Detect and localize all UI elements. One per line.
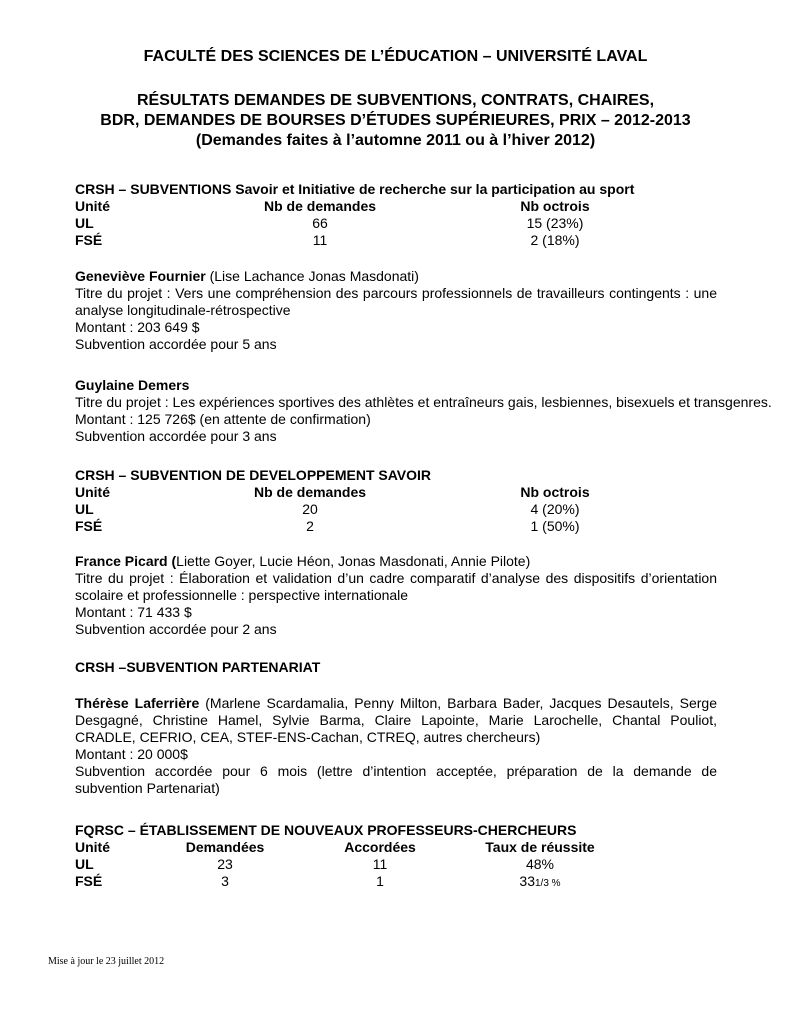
table-row [75, 501, 717, 518]
lead-researcher: Guylaine Demers [75, 377, 190, 393]
amount: Montant : 203 649 $ [75, 319, 200, 335]
amount: Montant : 20 000$ [75, 746, 188, 762]
table-header [75, 198, 717, 215]
row-demandees: 23 [217, 856, 233, 872]
report-title-line1: RÉSULTATS DEMANDES DE SUBVENTIONS, CONTRATS, CHAIRES, [136, 92, 655, 109]
section-fqrsc [75, 822, 717, 890]
table-row [75, 518, 717, 535]
amount: Montant : 125 726$ (en attente de confirmation) [75, 411, 371, 427]
lead-researcher: Thérèse Laferrière [75, 695, 200, 711]
col-taux: Taux de réussite [485, 839, 595, 855]
grant-entry-laferriere [75, 695, 717, 797]
col-demandes: Nb de demandes [253, 484, 367, 500]
section-heading: FQRSC – ÉTABLISSEMENT DE NOUVEAUX PROFESSEURS-CHERCHEURS [75, 822, 577, 838]
taux-value: 48% [525, 856, 555, 872]
grant-entry-fournier [75, 268, 717, 353]
duration: Subvention accordée pour 3 ans [75, 428, 277, 444]
researchers [75, 695, 717, 746]
duration: Subvention accordée pour 5 ans [75, 336, 277, 352]
col-octrois: Nb octrois [520, 484, 590, 500]
row-demandes: 11 [312, 232, 328, 248]
section-heading: CRSH – SUBVENTIONS Savoir et Initiative de recherche sur la participation au sport [75, 181, 635, 197]
row-octrois: 15 (23%) [526, 215, 584, 231]
researchers [75, 268, 717, 285]
grant-entry-demers [75, 377, 772, 445]
row-unit: FSÉ [75, 518, 103, 534]
row-unit: UL [75, 856, 94, 872]
duration: Subvention accordée pour 2 ans [75, 621, 277, 637]
section-heading: CRSH –SUBVENTION PARTENARIAT [75, 659, 321, 675]
project-title: Titre du projet : Élaboration et validation d’un cadre comparatif d’analyse des dispositifs d’orientation scolaire et professionnelle : perspective internationale [75, 570, 717, 603]
table-row [75, 232, 717, 249]
row-accordees: 11 [372, 856, 388, 872]
row-demandes: 2 [306, 518, 314, 534]
researchers [75, 553, 717, 570]
col-unite: Unité [75, 484, 110, 500]
row-unit: FSÉ [75, 232, 103, 248]
row-unit: FSÉ [75, 873, 103, 889]
co-researchers: Liette Goyer, Lucie Héon, Jonas Masdonati, Annie Pilote) [176, 553, 531, 569]
row-unit: UL [75, 501, 94, 517]
table-header [75, 839, 717, 856]
taux-value: 33 [519, 873, 535, 889]
col-unite: Unité [75, 198, 110, 214]
report-subtitle: (Demandes faites à l’automne 2011 ou à l’hiver 2012) [195, 132, 596, 149]
faculty-title: FACULTÉ DES SCIENCES DE L’ÉDUCATION – UNIVERSITÉ LAVAL [143, 48, 648, 65]
table-row [75, 215, 717, 232]
taux-fraction: 1/3 % [535, 878, 561, 889]
col-demandes: Nb de demandes [263, 198, 377, 214]
section-heading: CRSH – SUBVENTION DE DEVELOPPEMENT SAVOIR [75, 467, 432, 483]
row-octrois: 1 (50%) [530, 518, 580, 534]
col-octrois: Nb octrois [520, 198, 590, 214]
co-researchers: (Marlene Scardamalia, Penny Milton, Barbara Bader, Jacques Desautels, Serge Desgagné, Christine Hamel, Sylvie Barma, Claire Lapointe, Marie Larochelle, Chantal Pouliot, CRADLE, CEFRIO, CEA, STEF-ENS-Cachan, CTREQ, autres chercheurs) [75, 695, 717, 745]
update-date: Mise à jour le 23 juillet 2012 [48, 956, 165, 967]
lead-researcher: Geneviève Fournier [75, 268, 206, 284]
table-row [75, 856, 717, 873]
row-taux [470, 873, 610, 892]
row-demandes: 20 [302, 501, 318, 517]
lead-researcher: France Picard ( [75, 553, 177, 569]
col-accordees: Accordées [344, 839, 416, 855]
table-header [75, 484, 717, 501]
project-title: Titre du projet : Vers une compréhension des parcours professionnels de travailleurs contingents : une analyse longitudinale-rétrospective [75, 285, 717, 318]
table-row [75, 873, 717, 890]
grant-entry-picard [75, 553, 717, 638]
row-octrois: 4 (20%) [530, 501, 580, 517]
duration: Subvention accordée pour 6 mois (lettre d’intention acceptée, préparation de la demande de subvention Partenariat) [75, 763, 717, 796]
section-crsh-partenariat [75, 659, 717, 676]
row-demandes: 66 [312, 215, 328, 231]
row-accordees: 1 [376, 873, 384, 889]
row-demandees: 3 [221, 873, 229, 889]
row-unit: UL [75, 215, 94, 231]
col-demandees: Demandées [185, 839, 265, 855]
project-title: Titre du projet : Les expériences sportives des athlètes et entraîneurs gais, lesbiennes, bisexuels et transgenres. [75, 394, 772, 410]
section-crsh-savoir [75, 181, 717, 249]
amount: Montant : 71 433 $ [75, 604, 192, 620]
col-unite: Unité [75, 839, 110, 855]
report-title-line2: BDR, DEMANDES DE BOURSES D’ÉTUDES SUPÉRIEURES, PRIX – 2012-2013 [100, 112, 691, 129]
co-researchers: (Lise Lachance Jonas Masdonati) [205, 268, 419, 284]
row-octrois: 2 (18%) [530, 232, 580, 248]
section-crsh-developpement [75, 467, 717, 535]
